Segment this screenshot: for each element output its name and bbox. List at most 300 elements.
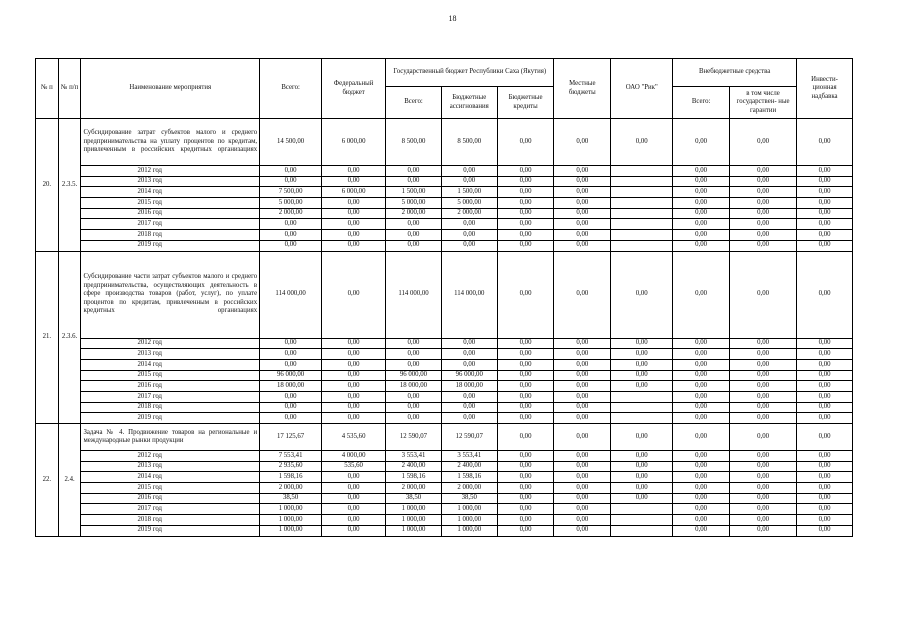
year-value: 2 935,60 [260,461,322,472]
year-row [36,402,853,413]
year-value: 0,00 [730,483,797,494]
year-value: 0,00 [497,359,554,370]
year-value: 0,00 [554,240,611,251]
year-value: 0,00 [797,451,853,462]
year-value: 0,00 [730,525,797,536]
year-value: 0,00 [797,240,853,251]
year-value: 0,00 [554,391,611,402]
year-value: 1 000,00 [260,504,322,515]
year-value: 0,00 [497,504,554,515]
year-label: 2012 год [81,451,260,462]
year-value: 0,00 [797,198,853,209]
year-label: 2014 год [81,359,260,370]
year-value: 0,00 [497,391,554,402]
measure-value: 4 535,60 [322,424,386,451]
year-value: 0,00 [497,483,554,494]
year-label: 2012 год [81,338,260,349]
header-num: № п [36,59,59,119]
year-value: 0,00 [797,483,853,494]
year-value: 0,00 [497,198,554,209]
year-value: 0,00 [797,504,853,515]
measure-value: 0,00 [611,424,673,451]
year-value [611,413,673,424]
measure-value: 0,00 [322,251,386,338]
year-value: 0,00 [441,391,497,402]
year-value: 7 500,00 [260,187,322,198]
year-value: 3 553,41 [441,451,497,462]
year-value: 0,00 [730,349,797,360]
year-value [611,230,673,241]
header-state-alloc: Бюджетные ассигнования [441,87,497,119]
year-value: 0,00 [730,413,797,424]
year-value: 96 000,00 [441,370,497,381]
year-value: 0,00 [386,240,442,251]
year-value: 0,00 [730,208,797,219]
year-value: 0,00 [497,176,554,187]
year-value: 0,00 [386,219,442,230]
year-value: 1 000,00 [441,525,497,536]
year-value: 0,00 [554,338,611,349]
year-value: 0,00 [554,166,611,177]
year-value: 2 400,00 [441,461,497,472]
year-row [36,381,853,392]
year-value: 0,00 [441,402,497,413]
year-label: 2012 год [81,166,260,177]
year-value: 0,00 [441,240,497,251]
measure-value: 12 590,07 [386,424,442,451]
year-value: 0,00 [497,240,554,251]
measure-num: 20. [36,119,59,252]
year-value: 0,00 [497,402,554,413]
year-value: 0,00 [673,240,730,251]
header-invest: Инвести- ционная надбавка [797,59,853,119]
year-value: 0,00 [386,349,442,360]
year-value: 0,00 [797,493,853,504]
year-label: 2018 год [81,230,260,241]
year-value: 0,00 [322,515,386,526]
year-value: 1 598,16 [441,472,497,483]
year-value: 0,00 [386,230,442,241]
year-value: 0,00 [554,515,611,526]
year-label: 2015 год [81,198,260,209]
year-row [36,461,853,472]
measure-value: 14 500,00 [260,119,322,166]
year-value: 0,00 [322,338,386,349]
year-value: 0,00 [554,525,611,536]
measure-subnum: 2.4. [58,424,81,537]
year-value: 0,00 [673,370,730,381]
year-value: 0,00 [322,359,386,370]
year-value: 0,00 [673,515,730,526]
measure-value: 0,00 [497,424,554,451]
year-value: 0,00 [497,413,554,424]
year-value: 0,00 [386,166,442,177]
measure-name: Субсидирование затрат субъектов малого и среднего предпринимательства на уплату процентов по кредитам, привлеченным в российских кредитных организациях [81,119,260,166]
year-value: 2 000,00 [441,208,497,219]
year-value: 0,00 [441,359,497,370]
year-row [36,483,853,494]
year-value: 0,00 [554,493,611,504]
year-value: 0,00 [260,359,322,370]
year-value: 0,00 [554,461,611,472]
year-value: 2 000,00 [260,483,322,494]
year-value [611,219,673,230]
year-row [36,413,853,424]
year-row [36,525,853,536]
year-value [611,240,673,251]
year-value: 0,00 [797,525,853,536]
year-value: 0,00 [386,402,442,413]
year-row [36,187,853,198]
measure-value: 114 000,00 [260,251,322,338]
year-value: 0,00 [611,381,673,392]
year-row [36,198,853,209]
year-value: 0,00 [322,483,386,494]
year-value: 38,50 [441,493,497,504]
measure-value: 0,00 [611,119,673,166]
header-name: Наименование мероприятия [81,59,260,119]
year-row [36,451,853,462]
year-value: 0,00 [730,230,797,241]
year-value: 0,00 [611,472,673,483]
year-value: 0,00 [497,493,554,504]
year-row [36,230,853,241]
year-value: 0,00 [322,176,386,187]
year-value [611,166,673,177]
year-value: 7 553,41 [260,451,322,462]
year-value: 0,00 [554,208,611,219]
year-value: 0,00 [797,381,853,392]
measure-value: 12 590,07 [441,424,497,451]
year-value: 0,00 [322,230,386,241]
year-label: 2019 год [81,525,260,536]
header-total: Всего: [260,59,322,119]
year-value: 0,00 [730,370,797,381]
year-value: 0,00 [497,515,554,526]
year-row [36,359,853,370]
year-value: 18 000,00 [260,381,322,392]
year-value: 0,00 [673,349,730,360]
year-label: 2013 год [81,349,260,360]
year-value: 0,00 [554,483,611,494]
year-value: 0,00 [497,338,554,349]
measure-value: 114 000,00 [386,251,442,338]
year-value: 0,00 [611,338,673,349]
year-value: 0,00 [386,338,442,349]
year-value: 0,00 [673,413,730,424]
year-value: 0,00 [322,240,386,251]
year-value: 0,00 [673,166,730,177]
year-value [611,525,673,536]
year-value: 0,00 [554,230,611,241]
year-value: 1 500,00 [386,187,442,198]
year-value: 0,00 [673,493,730,504]
year-value: 3 553,41 [386,451,442,462]
year-value: 18 000,00 [441,381,497,392]
budget-table [35,58,853,537]
measure-value: 0,00 [673,424,730,451]
table-header [36,59,853,119]
header-extra: Внебюджетные средства [673,59,797,87]
year-value: 0,00 [673,525,730,536]
year-value: 0,00 [497,219,554,230]
header-extra-total: Всего: [673,87,730,119]
year-value: 0,00 [730,166,797,177]
year-value: 0,00 [322,370,386,381]
measure-subnum: 2.3.6. [58,251,81,424]
year-value: 0,00 [730,391,797,402]
year-value: 5 000,00 [441,198,497,209]
year-value: 1 598,16 [386,472,442,483]
measure-row [36,424,853,451]
year-value: 1 000,00 [260,525,322,536]
year-value: 0,00 [797,413,853,424]
measure-row [36,119,853,166]
measure-value: 6 000,00 [322,119,386,166]
year-value: 0,00 [673,461,730,472]
year-value: 0,00 [497,381,554,392]
measure-row [36,251,853,338]
year-label: 2016 год [81,493,260,504]
header-oao: ОАО "Рик" [611,59,673,119]
year-value: 0,00 [797,230,853,241]
year-value: 0,00 [260,413,322,424]
year-value: 0,00 [260,402,322,413]
year-value: 0,00 [673,198,730,209]
year-value [611,391,673,402]
year-value: 0,00 [673,176,730,187]
year-value: 0,00 [730,198,797,209]
year-value [611,402,673,413]
year-value: 0,00 [730,504,797,515]
year-value: 1 500,00 [441,187,497,198]
measure-value: 0,00 [673,119,730,166]
year-value: 0,00 [673,187,730,198]
year-label: 2018 год [81,402,260,413]
year-value: 0,00 [554,504,611,515]
year-value: 1 000,00 [441,515,497,526]
year-row [36,240,853,251]
year-value: 0,00 [322,208,386,219]
measure-value: 0,00 [554,251,611,338]
year-value: 96 000,00 [260,370,322,381]
year-value: 0,00 [554,359,611,370]
year-value: 1 000,00 [386,525,442,536]
year-value: 0,00 [730,240,797,251]
year-value: 0,00 [797,515,853,526]
year-value: 0,00 [797,472,853,483]
year-value: 0,00 [260,349,322,360]
year-value: 4 000,00 [322,451,386,462]
year-value: 0,00 [554,176,611,187]
year-value: 0,00 [322,391,386,402]
year-label: 2016 год [81,381,260,392]
year-value: 1 000,00 [386,504,442,515]
year-value: 0,00 [260,230,322,241]
year-value: 0,00 [554,413,611,424]
year-value: 0,00 [386,176,442,187]
measure-value: 0,00 [730,119,797,166]
header-state-credit: Бюджетные кредиты [497,87,554,119]
measure-num: 22. [36,424,59,537]
year-value: 0,00 [673,230,730,241]
year-value: 0,00 [260,166,322,177]
year-value: 0,00 [554,381,611,392]
year-label: 2015 год [81,370,260,381]
year-value: 1 000,00 [386,515,442,526]
year-row [36,219,853,230]
year-value: 0,00 [554,472,611,483]
year-row [36,515,853,526]
year-value: 0,00 [497,451,554,462]
year-value: 1 000,00 [260,515,322,526]
year-row [36,349,853,360]
year-row [36,208,853,219]
header-subnum: № п/п [58,59,81,119]
measure-value: 8 500,00 [441,119,497,166]
measure-value: 0,00 [554,424,611,451]
year-value: 0,00 [611,451,673,462]
year-value [611,504,673,515]
year-value: 38,50 [260,493,322,504]
year-value: 0,00 [260,391,322,402]
year-value: 0,00 [673,208,730,219]
year-row [36,176,853,187]
year-value: 0,00 [322,504,386,515]
measure-name: Субсидирование части затрат субъектов малого и среднего предпринимательства, осуществляющих деятельность в сфере производства товаров (работ, услуг), по уплате процентов по кредитам, привлеченным в российских кредитных организациях [81,251,260,338]
header-state: Государственный бюджет Республики Саха (Якутия) [386,59,554,87]
year-label: 2016 год [81,208,260,219]
year-value: 0,00 [441,230,497,241]
measure-value: 114 000,00 [441,251,497,338]
year-value: 0,00 [386,413,442,424]
year-value: 2 400,00 [386,461,442,472]
year-label: 2019 год [81,240,260,251]
year-value: 0,00 [554,451,611,462]
year-value: 0,00 [730,472,797,483]
measure-value: 0,00 [797,119,853,166]
year-value: 0,00 [611,483,673,494]
year-value [611,208,673,219]
year-value [611,198,673,209]
year-value: 0,00 [797,359,853,370]
measure-subnum: 2.3.5. [58,119,81,252]
year-label: 2017 год [81,219,260,230]
measure-value: 0,00 [730,251,797,338]
year-value: 0,00 [497,187,554,198]
year-value: 0,00 [797,391,853,402]
year-value: 0,00 [497,525,554,536]
year-value: 0,00 [497,230,554,241]
year-value: 0,00 [797,219,853,230]
year-value: 0,00 [441,349,497,360]
year-value: 5 000,00 [386,198,442,209]
year-value: 0,00 [497,349,554,360]
year-value: 0,00 [673,391,730,402]
year-value: 0,00 [673,338,730,349]
year-value: 38,50 [386,493,442,504]
year-value: 0,00 [322,472,386,483]
year-label: 2014 год [81,472,260,483]
year-value: 0,00 [611,461,673,472]
year-value: 0,00 [730,187,797,198]
year-value: 0,00 [497,166,554,177]
year-value [611,176,673,187]
header-extra-guar: в том числе государствен- ные гарантии [730,87,797,119]
year-value: 6 000,00 [322,187,386,198]
measure-value: 0,00 [497,119,554,166]
year-value: 0,00 [730,359,797,370]
measure-value: 0,00 [730,424,797,451]
year-value: 0,00 [441,166,497,177]
year-value: 535,60 [322,461,386,472]
year-value: 0,00 [730,381,797,392]
year-value: 0,00 [730,451,797,462]
year-value: 0,00 [441,338,497,349]
year-label: 2013 год [81,461,260,472]
year-value: 0,00 [673,451,730,462]
measure-value: 17 125,67 [260,424,322,451]
year-row [36,472,853,483]
year-value: 1 000,00 [441,504,497,515]
year-value: 0,00 [730,338,797,349]
year-value: 0,00 [797,338,853,349]
measure-value: 0,00 [611,251,673,338]
year-value: 5 000,00 [260,198,322,209]
year-value: 0,00 [797,370,853,381]
year-label: 2015 год [81,483,260,494]
year-label: 2017 год [81,504,260,515]
year-value [611,515,673,526]
year-value: 0,00 [322,198,386,209]
year-value: 0,00 [260,219,322,230]
year-value: 0,00 [797,166,853,177]
header-federal: Федеральный бюджет [322,59,386,119]
year-value: 2 000,00 [260,208,322,219]
year-value: 0,00 [611,359,673,370]
year-value: 0,00 [497,461,554,472]
measure-value: 0,00 [673,251,730,338]
year-value: 0,00 [673,359,730,370]
year-value: 0,00 [673,483,730,494]
year-value: 0,00 [730,402,797,413]
year-value: 2 000,00 [386,483,442,494]
table-body [36,119,853,537]
year-value: 0,00 [730,176,797,187]
year-value: 0,00 [322,381,386,392]
year-value: 96 000,00 [386,370,442,381]
year-value: 0,00 [322,493,386,504]
year-value: 0,00 [797,176,853,187]
year-row [36,504,853,515]
year-value: 0,00 [497,208,554,219]
year-value: 0,00 [322,349,386,360]
year-row [36,166,853,177]
year-value: 0,00 [554,219,611,230]
year-value: 0,00 [730,493,797,504]
year-row [36,391,853,402]
year-value: 0,00 [441,176,497,187]
year-value: 0,00 [797,461,853,472]
year-value: 0,00 [497,472,554,483]
year-value: 0,00 [322,413,386,424]
year-value: 0,00 [260,240,322,251]
measure-value: 0,00 [554,119,611,166]
year-value: 2 000,00 [386,208,442,219]
year-value: 0,00 [441,413,497,424]
year-row [36,493,853,504]
measure-value: 0,00 [797,251,853,338]
